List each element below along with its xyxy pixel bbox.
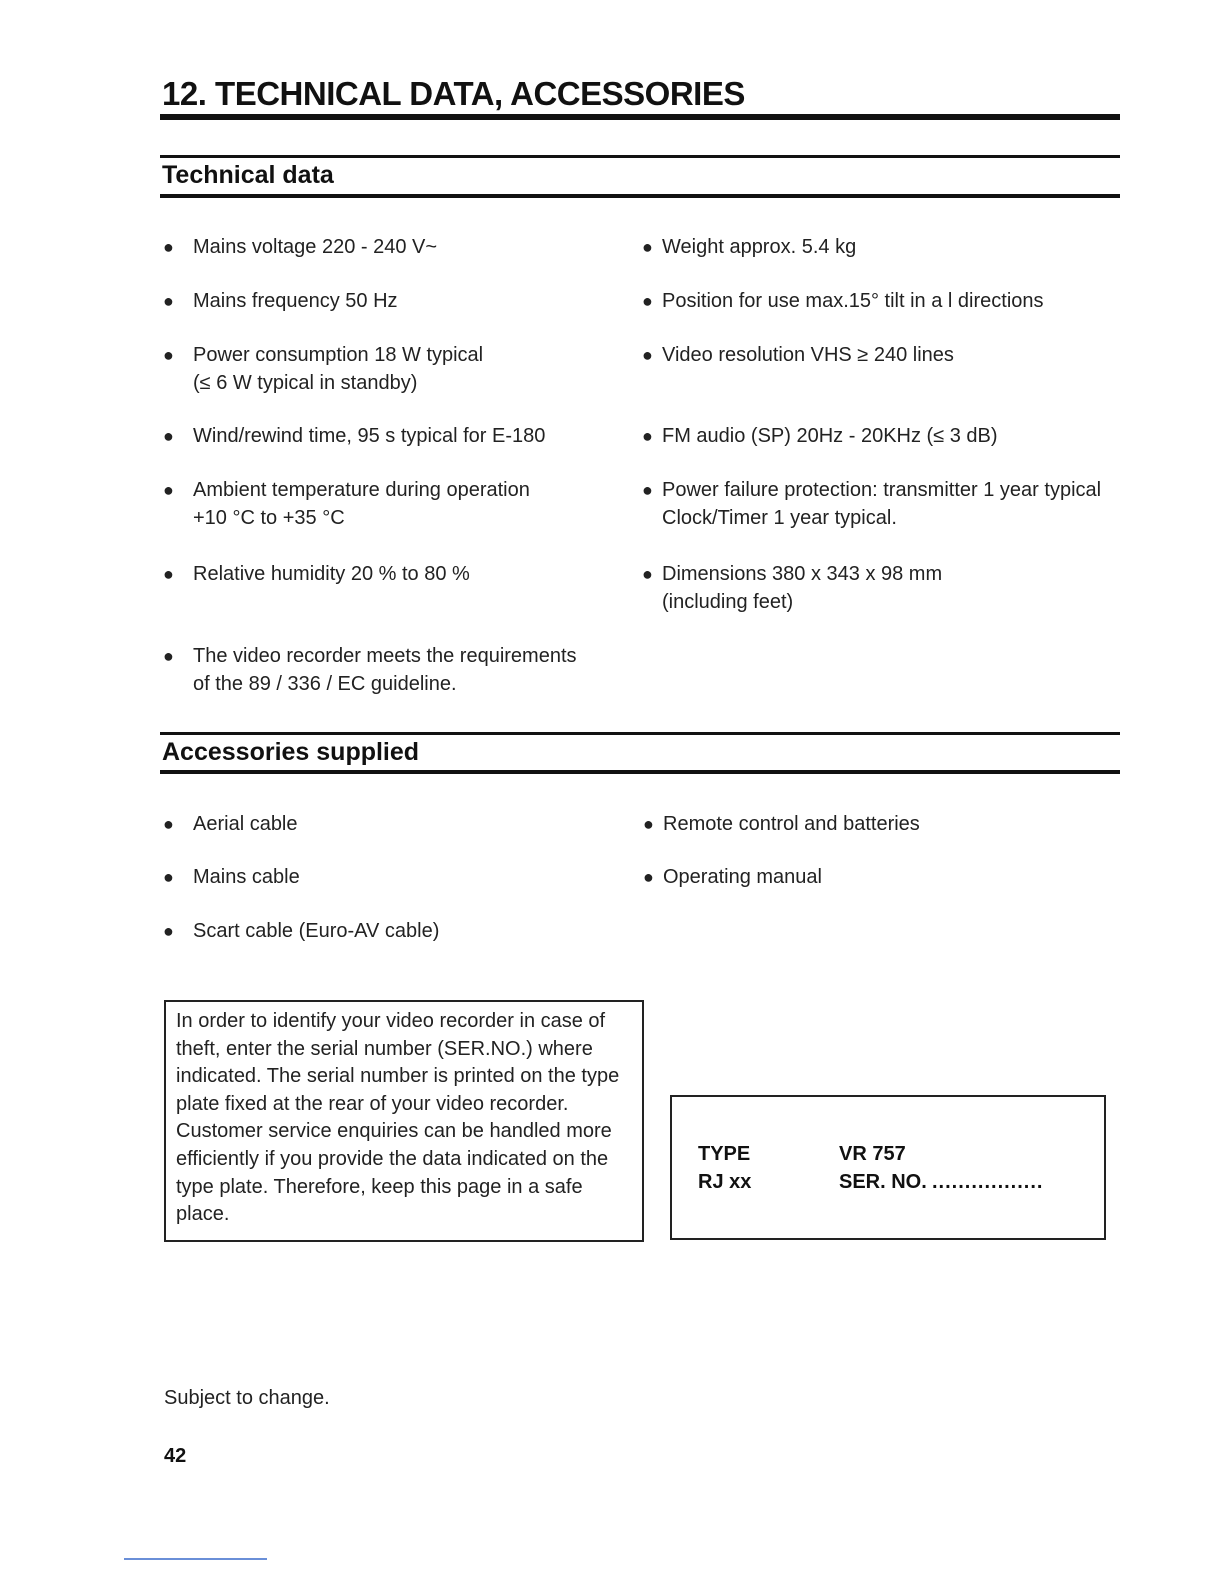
spec-line: Weight approx. 5.4 kg bbox=[662, 236, 857, 258]
spec-item bbox=[163, 476, 530, 532]
spec-line: +10 °C to +35 °C bbox=[193, 507, 345, 529]
type-plate-box bbox=[670, 1095, 1106, 1240]
spec-line: Wind/rewind time, 95 s typical for E-180 bbox=[193, 425, 546, 447]
bullet-icon: ● bbox=[163, 564, 174, 584]
accessory-label: Scart cable (Euro-AV cable) bbox=[193, 920, 440, 942]
rj-label: RJ xx bbox=[698, 1171, 752, 1193]
bullet-icon: ● bbox=[163, 814, 174, 834]
spec-item bbox=[163, 341, 484, 397]
section-rule-top bbox=[160, 155, 1120, 158]
bullet-icon: ● bbox=[163, 426, 174, 446]
bullet-icon: ● bbox=[163, 646, 174, 666]
accessory-item bbox=[643, 810, 920, 838]
spec-item bbox=[642, 341, 954, 369]
section-rule-top bbox=[160, 732, 1120, 735]
page-number: 42 bbox=[164, 1445, 187, 1467]
bullet-icon: ● bbox=[642, 564, 653, 584]
spec-line: Dimensions 380 x 343 x 98 mm bbox=[662, 563, 943, 585]
spec-line: Power consumption 18 W typical bbox=[193, 344, 484, 366]
spec-line: Position for use max.15° tilt in a l directions bbox=[662, 290, 1044, 312]
spec-item bbox=[642, 422, 998, 450]
spec-item bbox=[642, 560, 943, 616]
accessory-item bbox=[643, 863, 822, 891]
bullet-icon: ● bbox=[642, 237, 653, 257]
accessory-label: Aerial cable bbox=[193, 813, 298, 835]
accessory-item bbox=[163, 810, 298, 838]
section-rule-bottom bbox=[160, 194, 1120, 198]
serial-number-field[interactable]: ................. bbox=[932, 1171, 1044, 1193]
notice-line: indicated. The serial number is printed on the type bbox=[176, 1065, 620, 1088]
spec-line: Mains voltage 220 - 240 V~ bbox=[193, 236, 438, 258]
spec-line: Power failure protection: transmitter 1 year typical bbox=[662, 479, 1102, 501]
spec-item bbox=[163, 233, 438, 261]
spec-line: of the 89 / 336 / EC guideline. bbox=[193, 673, 457, 695]
spec-line: (including feet) bbox=[662, 591, 794, 613]
accessory-label: Mains cable bbox=[193, 866, 300, 888]
bullet-icon: ● bbox=[642, 426, 653, 446]
serial-label: SER. NO. bbox=[839, 1171, 927, 1193]
accessory-item bbox=[163, 863, 300, 891]
notice-line: Customer service enquiries can be handled more bbox=[176, 1120, 612, 1143]
bullet-icon: ● bbox=[163, 921, 174, 941]
notice-line: theft, enter the serial number (SER.NO.) where bbox=[176, 1037, 593, 1060]
notice-line: place. bbox=[176, 1203, 230, 1226]
bullet-icon: ● bbox=[643, 814, 654, 834]
title-rule bbox=[160, 114, 1120, 120]
notice-line: efficiently if you provide the data indicated on the bbox=[176, 1147, 609, 1170]
technical-data-heading: Technical data bbox=[162, 161, 334, 189]
type-label: TYPE bbox=[698, 1143, 751, 1165]
bullet-icon: ● bbox=[163, 291, 174, 311]
footer-note: Subject to change. bbox=[164, 1387, 330, 1409]
type-value: VR 757 bbox=[839, 1143, 906, 1165]
bullet-icon: ● bbox=[163, 237, 174, 257]
bullet-icon: ● bbox=[642, 345, 653, 365]
bullet-icon: ● bbox=[163, 480, 174, 500]
spec-item bbox=[642, 476, 1102, 532]
spec-item bbox=[163, 642, 577, 698]
notice-line: plate fixed at the rear of your video recorder. bbox=[176, 1092, 569, 1115]
spec-line: Mains frequency 50 Hz bbox=[193, 290, 398, 312]
bullet-icon: ● bbox=[163, 867, 174, 887]
spec-line: Relative humidity 20 % to 80 % bbox=[193, 563, 470, 585]
accessory-label: Operating manual bbox=[663, 866, 822, 888]
bullet-icon: ● bbox=[642, 480, 653, 500]
spec-item bbox=[163, 422, 546, 450]
notice-line: type plate. Therefore, keep this page in a safe bbox=[176, 1175, 583, 1198]
spec-line: Ambient temperature during operation bbox=[193, 479, 530, 501]
accessories-heading: Accessories supplied bbox=[162, 738, 420, 766]
spec-line: (≤ 6 W typical in standby) bbox=[193, 372, 418, 394]
spec-line: Clock/Timer 1 year typical. bbox=[662, 507, 897, 529]
notice-line: In order to identify your video recorder in case of bbox=[176, 1010, 606, 1032]
spec-line: Video resolution VHS ≥ 240 lines bbox=[662, 344, 954, 366]
serial-notice-box bbox=[164, 1000, 644, 1242]
accessory-label: Remote control and batteries bbox=[663, 813, 920, 835]
spec-item bbox=[642, 233, 857, 261]
section-rule-bottom bbox=[160, 770, 1120, 774]
accessory-item bbox=[163, 917, 440, 945]
bullet-icon: ● bbox=[643, 867, 654, 887]
spec-item bbox=[163, 287, 398, 315]
spec-item bbox=[642, 287, 1044, 315]
page-title: 12. TECHNICAL DATA, ACCESSORIES bbox=[162, 75, 745, 112]
bullet-icon: ● bbox=[642, 291, 653, 311]
scan-artifact-line bbox=[124, 1558, 267, 1560]
bullet-icon: ● bbox=[163, 345, 174, 365]
spec-line: FM audio (SP) 20Hz - 20KHz (≤ 3 dB) bbox=[662, 425, 998, 447]
spec-item bbox=[163, 560, 470, 588]
spec-line: The video recorder meets the requirements bbox=[193, 645, 577, 667]
